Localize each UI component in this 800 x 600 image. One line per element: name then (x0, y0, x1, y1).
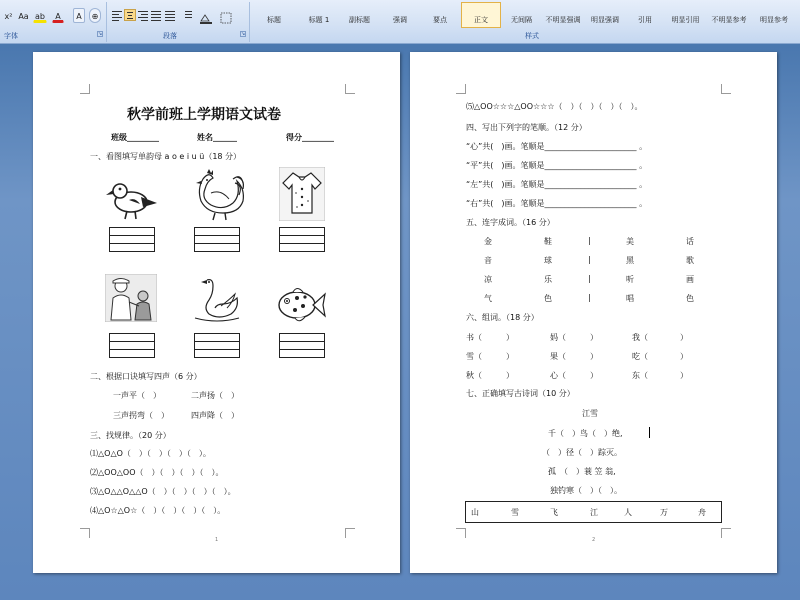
match-char: 凉 (484, 275, 492, 284)
pattern-row-1: ⑴△O△O（ ）（ ）（ ）（ ）。 (90, 449, 211, 458)
style-9[interactable] (585, 2, 625, 28)
match-char: 球 (544, 256, 552, 265)
word-group-item: 吃（ ） (632, 352, 688, 361)
match-char: 黑 (626, 256, 634, 265)
align-right-icon[interactable] (137, 9, 149, 21)
paragraph-group-label: 段落 (163, 32, 177, 40)
style-sample (544, 7, 582, 13)
question-2-heading: 二、根据口诀填写四声（6 分） (90, 372, 202, 381)
style-sample (503, 7, 540, 13)
match-char: 美 (626, 237, 634, 246)
stroke-row-3: “左”共( )画。笔顺是_______________________ 。 (466, 180, 648, 189)
justify-icon[interactable] (150, 9, 162, 21)
font-color-button[interactable]: A (52, 8, 64, 23)
style-2[interactable] (300, 2, 338, 28)
tone-rule-4: 四声降（ ） (191, 411, 239, 420)
column-divider: | (588, 274, 591, 283)
style-sample (666, 7, 705, 13)
style-7[interactable] (502, 2, 541, 28)
doctor-image (105, 274, 157, 322)
word-bank-char: 人 (624, 508, 632, 517)
document-page-2[interactable] (410, 52, 777, 573)
question-7-heading: 七、正确填写古诗词（10 分） (466, 389, 575, 398)
match-char: 鞋 (544, 237, 552, 246)
borders-icon[interactable] (219, 9, 235, 21)
poem-line-1: 千（ ）鸟（ ）绝, (548, 429, 623, 438)
match-char: 乐 (544, 275, 552, 284)
word-bank-char: 雪 (511, 508, 519, 517)
style-sample (628, 7, 662, 13)
match-char: 歌 (686, 256, 694, 265)
margin-corner-mark (456, 84, 466, 94)
word-group-item: 妈（ ） (550, 333, 598, 342)
style-sample (301, 7, 337, 13)
word-bank-char: 山 (471, 508, 479, 517)
style-label: 明显引用 (671, 16, 700, 24)
crow-image (105, 177, 159, 221)
margin-corner-mark (345, 84, 355, 94)
word-bank-char: 江 (590, 508, 598, 517)
stroke-row-1: “心”共( )画。笔顺是_______________________ 。 (466, 142, 648, 151)
column-divider: | (588, 293, 591, 302)
style-10[interactable] (627, 2, 663, 28)
distributed-icon[interactable] (164, 9, 176, 21)
page-number: 2 (592, 537, 596, 543)
match-char: 唱 (626, 294, 634, 303)
question-6-heading: 六、组词。（18 分） (466, 313, 539, 322)
align-left-icon[interactable] (111, 9, 123, 21)
ribbon-separator (106, 2, 107, 42)
style-11[interactable] (665, 2, 706, 28)
style-sample (254, 7, 294, 13)
match-char: 气 (484, 294, 492, 303)
poem-line-4: 独钓寒（ ）（ ）。 (550, 486, 622, 495)
score-label: 得分________ (286, 133, 334, 142)
word-bank-char: 万 (660, 508, 668, 517)
word-group-item: 我（ ） (632, 333, 688, 342)
style-4[interactable] (381, 2, 419, 28)
style-sample (341, 7, 378, 13)
style-6[interactable] (461, 2, 501, 28)
answer-box[interactable] (109, 227, 155, 252)
answer-box[interactable] (194, 333, 240, 358)
word-group-item: 心（ ） (550, 371, 598, 380)
tone-rule-2: 二声扬（ ） (191, 391, 239, 400)
style-label: 明显参考 (760, 16, 788, 24)
stroke-row-4: “右”共( )画。笔顺是_______________________ 。 (466, 199, 648, 208)
name-label: 姓名______ (197, 133, 237, 142)
pattern-row-5: ⑸△OO☆☆☆△OO☆☆☆（ ）（ ）（ ）（ ）。 (466, 102, 643, 111)
column-divider: | (588, 255, 591, 264)
pattern-row-2: ⑵△OO△OO（ ）（ ）（ ）（ ）。 (90, 468, 224, 477)
style-sample (753, 7, 795, 13)
stroke-row-2: “平”共( )画。笔顺是_______________________ 。 (466, 161, 648, 170)
goose-image (191, 274, 243, 322)
word-group-item: 果（ ） (550, 352, 598, 361)
question-5-heading: 五、连字成词。（16 分） (466, 218, 555, 227)
match-char: 听 (626, 275, 634, 284)
question-1-heading: 一、看图填写单韵母 a o e i u ü（18 分） (90, 152, 242, 161)
style-sample (709, 7, 749, 13)
style-label: 明显强调 (591, 16, 619, 24)
tone-rule-1: 一声平（ ） (113, 391, 161, 400)
poem-title: 江雪 (582, 409, 598, 418)
align-center-icon[interactable] (124, 9, 136, 21)
word-group-item: 雪（ ） (466, 352, 514, 361)
paragraph-dialog-launcher-icon[interactable]: ↘ (241, 31, 246, 37)
style-label: 不明显强调 (545, 16, 581, 24)
style-label: 强调 (393, 16, 407, 24)
match-char: 色 (544, 294, 552, 303)
poem-line-2: （ ）径（ ）踪灭。 (542, 448, 622, 457)
margin-corner-mark (721, 84, 731, 94)
document-page-1[interactable] (33, 52, 400, 573)
page-title: 秋学前班上学期语文试卷 (127, 107, 281, 123)
style-sample (586, 7, 624, 13)
match-char: 音 (484, 256, 492, 265)
pattern-row-4: ⑷△O☆△O☆（ ）（ ）（ ）（ ）。 (90, 506, 226, 515)
tone-rule-3: 三声拐弯（ ） (113, 411, 169, 420)
margin-corner-mark (345, 528, 355, 538)
ribbon (0, 0, 800, 44)
highlight-button[interactable]: ab (33, 8, 47, 23)
match-char: 话 (686, 237, 694, 246)
poem-line-3: 孤 （ ）蓑 笠 翁, (548, 467, 616, 476)
text-cursor (649, 427, 650, 438)
class-label: 班级________ (111, 133, 159, 142)
page-number: 1 (215, 537, 219, 543)
style-label: 标题 (267, 16, 281, 24)
fish-image (275, 284, 327, 326)
match-char: 色 (686, 294, 694, 303)
style-label: 无间隔 (511, 16, 532, 24)
column-divider: | (588, 236, 591, 245)
style-label: 不明显参考 (711, 16, 747, 24)
answer-box[interactable] (279, 333, 325, 358)
margin-corner-mark (721, 528, 731, 538)
answer-box[interactable] (194, 227, 240, 252)
style-13[interactable] (752, 2, 796, 28)
word-group-item: 秋（ ） (466, 371, 514, 380)
margin-corner-mark (80, 528, 90, 538)
change-case-button[interactable]: Aa (18, 12, 29, 21)
question-4-heading: 四、写出下列字的笔顺。（12 分） (466, 123, 587, 132)
word-group-item: 书（ ） (466, 333, 514, 342)
style-12[interactable] (708, 2, 750, 28)
style-sample (462, 7, 500, 13)
shading-icon[interactable] (198, 9, 214, 21)
superscript-button[interactable]: x² (4, 12, 13, 21)
clothes-image (279, 167, 325, 221)
styles-group-label: 样式 (525, 32, 539, 40)
style-sample (422, 7, 458, 13)
word-bank-char: 舟 (698, 508, 706, 517)
margin-corner-mark (456, 528, 466, 538)
style-label: 要点 (433, 16, 447, 24)
margin-corner-mark (80, 84, 90, 94)
line-spacing-icon[interactable] (181, 9, 193, 21)
word-group-item: 东（ ） (632, 371, 688, 380)
rooster-image (193, 169, 247, 221)
style-3[interactable] (340, 2, 379, 28)
match-char: 画 (686, 275, 694, 284)
font-group-label: 字体 (4, 32, 18, 40)
answer-box[interactable] (279, 227, 325, 252)
enclose-char-button[interactable]: ⊕ (89, 8, 101, 23)
style-8[interactable] (543, 2, 583, 28)
style-label: 引用 (638, 16, 652, 24)
pattern-row-3: ⑶△O△△O△△O（ ）（ ）（ ）（ ）。 (90, 487, 236, 496)
style-label: 副标题 (349, 16, 370, 24)
style-1[interactable] (253, 2, 295, 28)
style-label: 标题 1 (308, 16, 330, 24)
style-label: 正文 (474, 16, 488, 24)
question-3-heading: 三、找规律。（20 分） (90, 431, 171, 440)
font-dialog-launcher-icon[interactable]: ↘ (98, 31, 103, 37)
style-5[interactable] (421, 2, 459, 28)
style-sample (382, 7, 418, 13)
answer-box[interactable] (109, 333, 155, 358)
char-shading-button[interactable]: A (73, 8, 85, 23)
word-bank-char: 飞 (550, 508, 558, 517)
ribbon-separator (249, 2, 250, 42)
match-char: 金 (484, 237, 492, 246)
